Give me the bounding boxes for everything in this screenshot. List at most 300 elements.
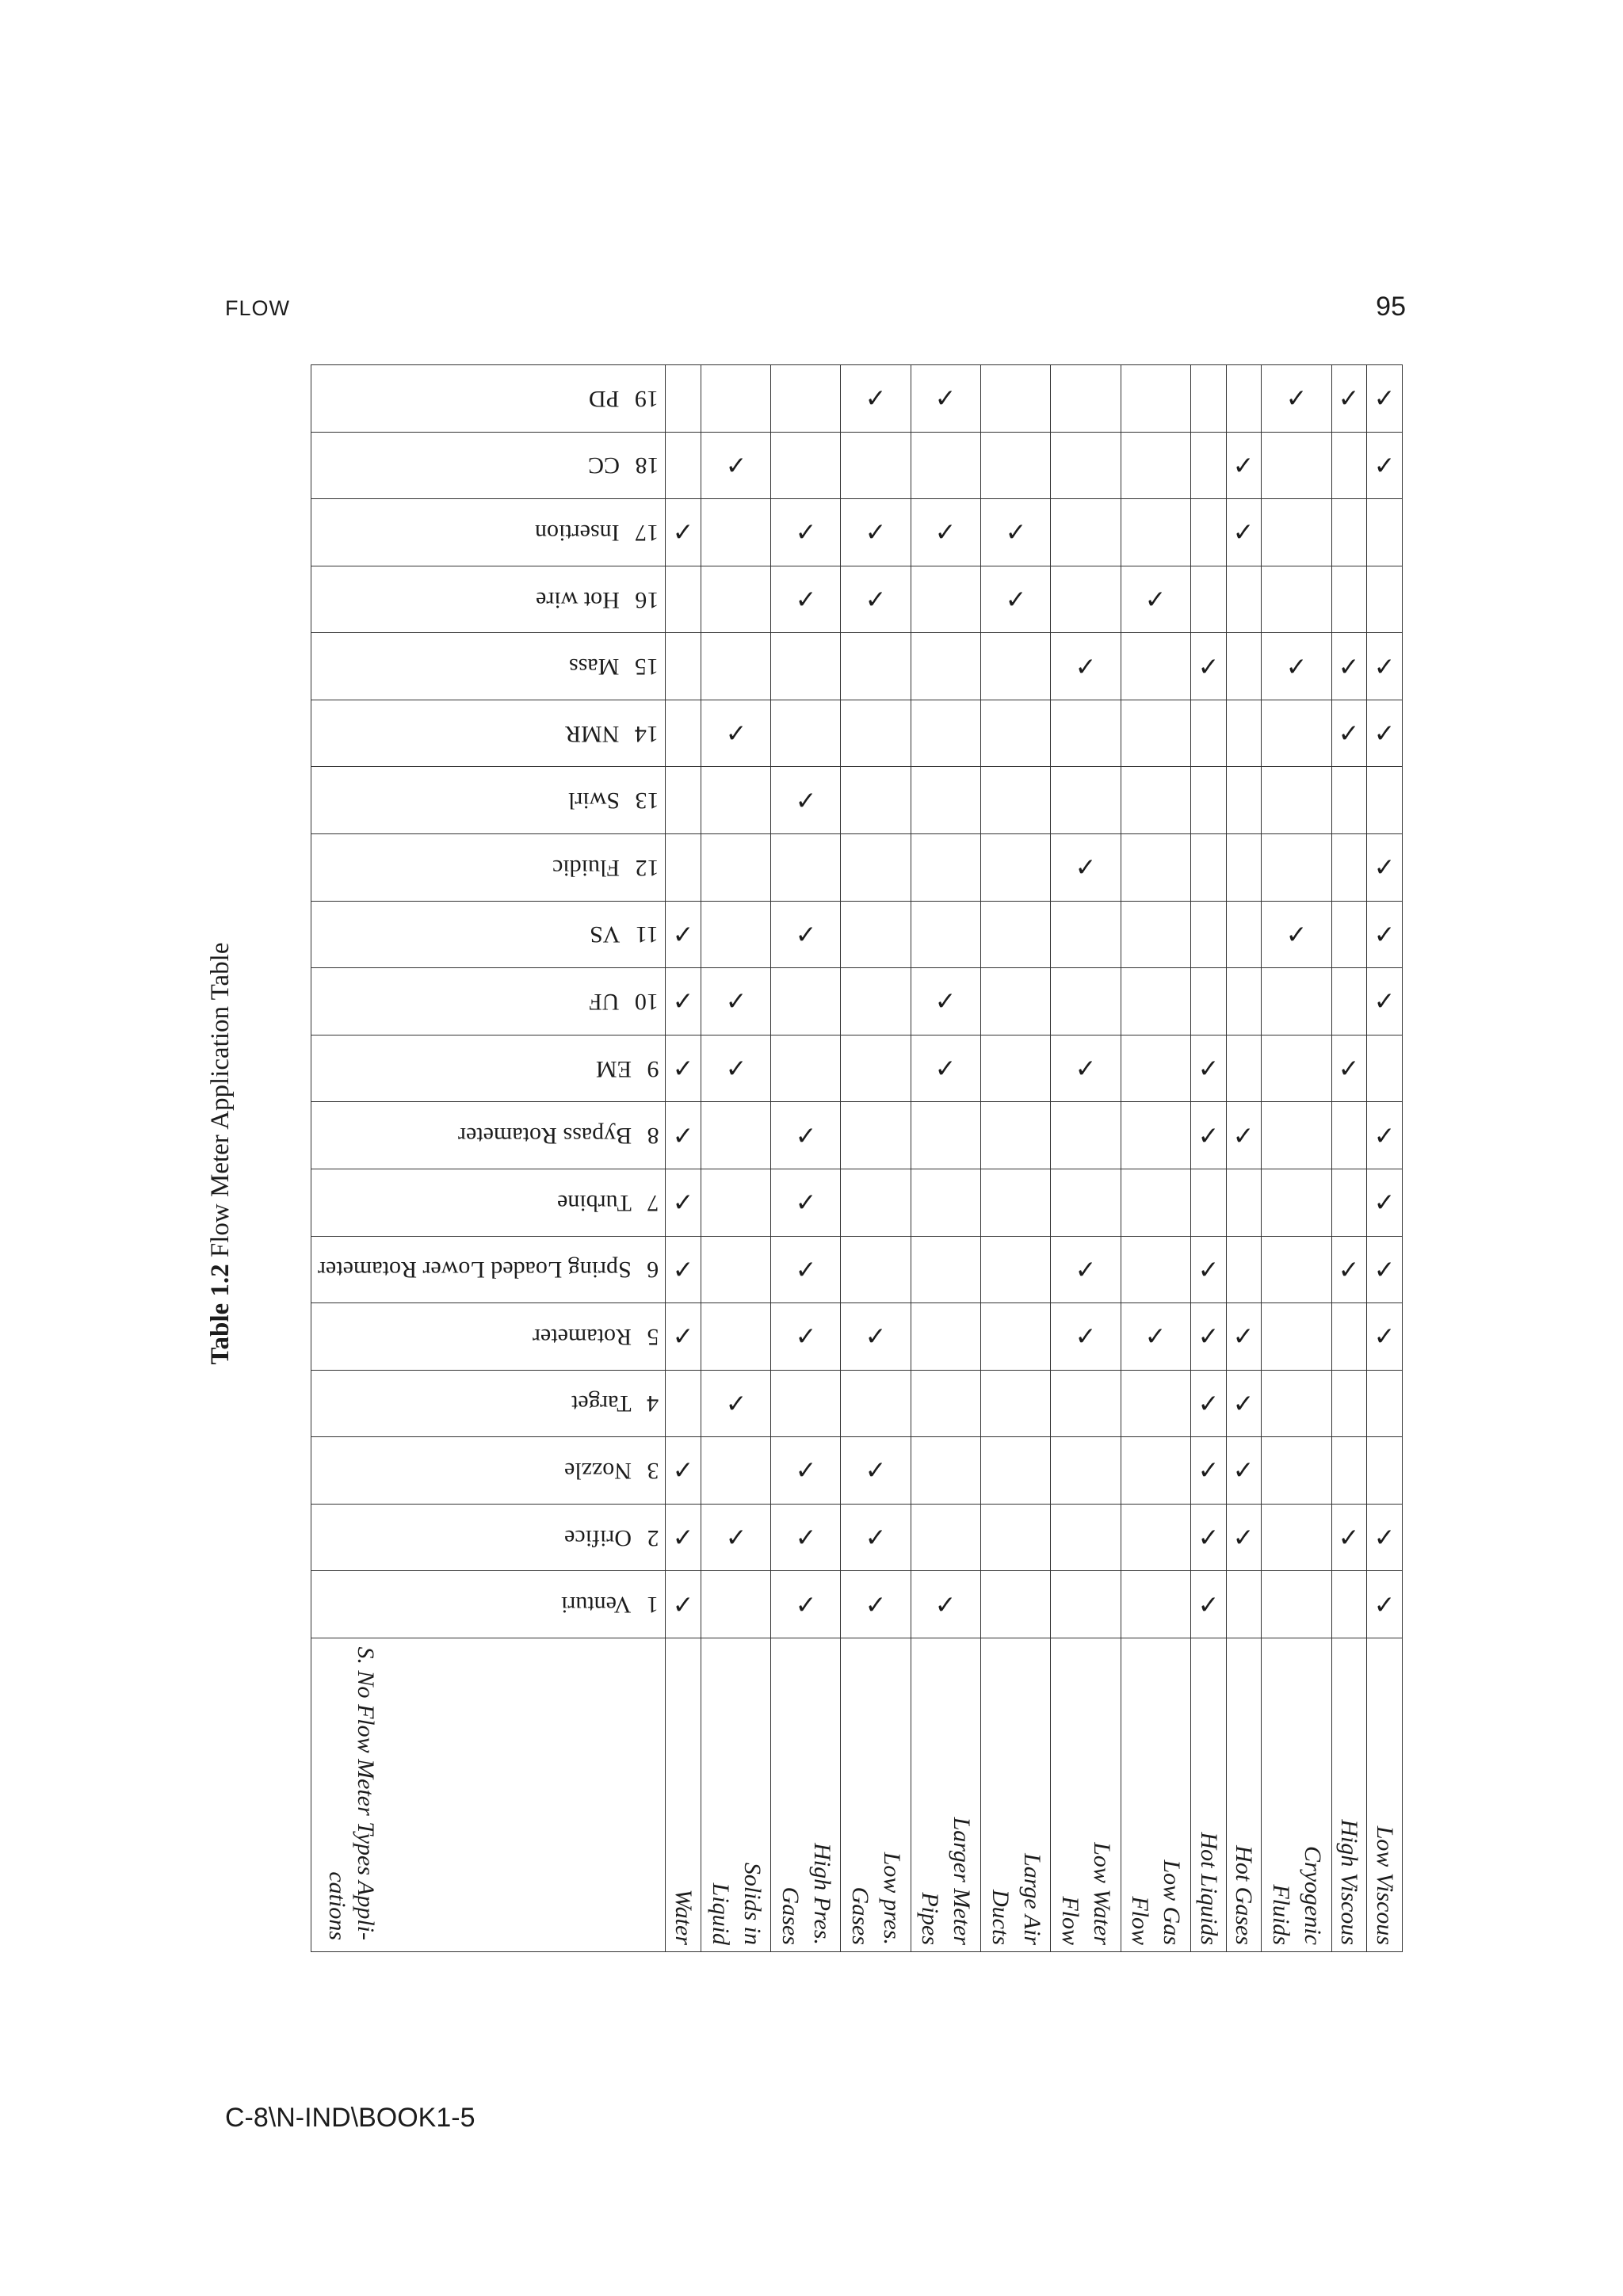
check-mark-icon: ✓ [672, 987, 694, 1016]
check-cell [841, 1236, 911, 1303]
check-cell [981, 968, 1051, 1035]
check-mark-icon: ✓ [1285, 920, 1308, 949]
check-cell [981, 1504, 1051, 1571]
check-cell [1331, 1303, 1367, 1371]
check-cell [1121, 1169, 1190, 1236]
property-label: High Viscous [1336, 1819, 1363, 1945]
check-cell [1331, 1035, 1367, 1102]
check-cell [701, 1504, 770, 1571]
check-cell [1331, 1504, 1367, 1571]
check-cell [981, 1035, 1051, 1102]
check-cell [841, 365, 911, 433]
check-cell [1190, 1437, 1226, 1505]
table-caption-title: Flow Meter Application Table [206, 942, 235, 1258]
property-header [911, 1638, 980, 1952]
check-mark-icon: ✓ [1197, 1121, 1220, 1150]
check-cell [841, 767, 911, 834]
corner-header-text: S. No Flow Meter Types Appli- cations [324, 1646, 379, 1940]
property-label: Hot Gases [1231, 1845, 1258, 1945]
check-cell [1367, 901, 1403, 968]
meter-name: Venturi [561, 1592, 632, 1619]
check-cell [1262, 499, 1331, 566]
check-cell [981, 566, 1051, 633]
check-cell [1331, 432, 1367, 499]
check-cell [1331, 1236, 1367, 1303]
meter-header-17 [311, 499, 666, 566]
check-cell [1226, 700, 1262, 767]
check-cell [1051, 700, 1121, 767]
property-label: High Pres. Gases [777, 1843, 835, 1945]
check-cell [701, 767, 770, 834]
check-mark-icon: ✓ [1233, 1389, 1254, 1418]
check-mark-icon: ✓ [1373, 719, 1396, 748]
check-cell [1226, 499, 1262, 566]
check-cell [1226, 834, 1262, 902]
check-cell [1367, 834, 1403, 902]
table-row [1367, 365, 1403, 1952]
check-cell [1367, 633, 1403, 700]
check-mark-icon: ✓ [1373, 652, 1396, 681]
check-cell [1190, 1504, 1226, 1571]
check-mark-icon: ✓ [934, 987, 957, 1016]
check-cell [701, 1035, 770, 1102]
check-cell [1121, 365, 1190, 433]
property-header [841, 1638, 911, 1952]
check-cell [1121, 566, 1190, 633]
meter-number: 3 [647, 1458, 659, 1485]
check-cell [1121, 1571, 1190, 1638]
table-row [1121, 365, 1190, 1952]
check-cell [666, 767, 701, 834]
check-mark-icon: ✓ [725, 719, 747, 748]
check-cell [1121, 432, 1190, 499]
rotated-table-frame [311, 364, 1403, 1952]
check-cell [666, 1370, 701, 1437]
check-cell [981, 499, 1051, 566]
check-cell [701, 499, 770, 566]
check-cell [1121, 499, 1190, 566]
meter-header-15 [311, 633, 666, 700]
check-cell [911, 499, 980, 566]
check-cell [771, 432, 841, 499]
check-mark-icon: ✓ [1233, 1456, 1254, 1486]
check-mark-icon: ✓ [1197, 1054, 1220, 1083]
check-cell [841, 499, 911, 566]
meter-name: CC [587, 452, 620, 479]
check-cell [701, 1169, 770, 1236]
check-cell [666, 901, 701, 968]
check-cell [911, 365, 980, 433]
check-cell [701, 566, 770, 633]
check-cell [911, 1504, 980, 1571]
check-mark-icon: ✓ [1338, 383, 1360, 413]
check-mark-icon: ✓ [795, 517, 817, 547]
check-mark-icon: ✓ [1233, 1523, 1254, 1552]
property-header [1190, 1638, 1226, 1952]
check-cell [701, 700, 770, 767]
check-cell [1226, 1169, 1262, 1236]
meter-header-7 [311, 1169, 666, 1236]
meter-name: Turbine [556, 1189, 632, 1216]
page-footer: C-8\N-IND\BOOK1-5 [225, 2103, 475, 2133]
check-cell [701, 633, 770, 700]
table-row [771, 365, 841, 1952]
check-mark-icon: ✓ [725, 451, 747, 480]
check-cell [771, 968, 841, 1035]
check-mark-icon: ✓ [1373, 451, 1396, 480]
check-cell [1226, 1571, 1262, 1638]
check-mark-icon: ✓ [795, 786, 817, 815]
meter-number: 7 [647, 1189, 659, 1216]
check-mark-icon: ✓ [934, 383, 957, 413]
property-label: Solids in Liquid [707, 1862, 766, 1945]
page-number: 95 [1376, 292, 1406, 322]
check-mark-icon: ✓ [1005, 585, 1027, 614]
check-cell [701, 1571, 770, 1638]
meter-name: Swirl [567, 788, 620, 814]
check-mark-icon: ✓ [865, 1456, 887, 1486]
check-mark-icon: ✓ [672, 1322, 694, 1351]
check-cell [1331, 1437, 1367, 1505]
check-cell [1367, 499, 1403, 566]
check-cell [1051, 767, 1121, 834]
meter-number: 10 [635, 989, 659, 1016]
check-cell [771, 1035, 841, 1102]
check-cell [1262, 1370, 1331, 1437]
check-cell [666, 633, 701, 700]
check-cell [1051, 1370, 1121, 1437]
check-mark-icon: ✓ [672, 1255, 694, 1284]
check-cell [1367, 1504, 1403, 1571]
check-cell [666, 1437, 701, 1505]
meter-name: VS [590, 921, 621, 948]
meter-number: 4 [647, 1390, 659, 1417]
check-mark-icon: ✓ [1197, 1590, 1220, 1619]
check-cell [666, 834, 701, 902]
check-mark-icon: ✓ [1373, 1121, 1396, 1150]
check-cell [1262, 1035, 1331, 1102]
check-cell [1121, 633, 1190, 700]
check-mark-icon: ✓ [1285, 383, 1308, 413]
check-cell [1262, 566, 1331, 633]
check-cell [841, 834, 911, 902]
check-mark-icon: ✓ [1373, 852, 1396, 882]
meter-number: 19 [635, 385, 659, 412]
check-mark-icon: ✓ [865, 517, 887, 547]
check-cell [666, 1504, 701, 1571]
check-cell [771, 1236, 841, 1303]
check-mark-icon: ✓ [1373, 987, 1396, 1016]
check-mark-icon: ✓ [795, 1456, 817, 1486]
check-mark-icon: ✓ [1197, 1255, 1220, 1284]
check-cell [1367, 968, 1403, 1035]
meter-number: 14 [635, 720, 659, 747]
meter-name: Hot wire [535, 586, 620, 613]
check-cell [1051, 968, 1121, 1035]
check-cell [981, 901, 1051, 968]
check-cell [1367, 1571, 1403, 1638]
property-header [1262, 1638, 1331, 1952]
check-cell [1262, 432, 1331, 499]
check-cell [1331, 700, 1367, 767]
table-row [911, 365, 980, 1952]
check-cell [911, 1437, 980, 1505]
meter-header-14 [311, 700, 666, 767]
check-cell [1226, 633, 1262, 700]
check-cell [1051, 834, 1121, 902]
table-row [1331, 365, 1367, 1952]
check-mark-icon: ✓ [672, 1188, 694, 1217]
check-cell [701, 365, 770, 433]
table-row [666, 365, 701, 1952]
check-mark-icon: ✓ [672, 920, 694, 949]
check-cell [1367, 1169, 1403, 1236]
meter-number: 9 [647, 1055, 659, 1082]
check-cell [1051, 1169, 1121, 1236]
check-cell [1262, 1169, 1331, 1236]
check-mark-icon: ✓ [1338, 719, 1360, 748]
check-cell [1262, 1571, 1331, 1638]
check-cell [701, 1370, 770, 1437]
table-caption [200, 757, 241, 1550]
check-cell [1226, 1303, 1262, 1371]
property-header [701, 1638, 770, 1952]
check-cell [1121, 1035, 1190, 1102]
check-cell [1190, 1571, 1226, 1638]
meter-header-5 [311, 1303, 666, 1371]
property-label: Large Air Ducts [987, 1853, 1045, 1945]
check-cell [1121, 1504, 1190, 1571]
check-mark-icon: ✓ [1373, 1523, 1396, 1552]
check-cell [1367, 1236, 1403, 1303]
table-row [1262, 365, 1331, 1952]
check-cell [771, 1437, 841, 1505]
check-cell [1226, 1102, 1262, 1169]
meter-number: 15 [635, 654, 659, 681]
meter-name: Nozzle [563, 1458, 632, 1485]
check-mark-icon: ✓ [795, 1590, 817, 1619]
check-cell [981, 1370, 1051, 1437]
check-cell [1051, 365, 1121, 433]
check-mark-icon: ✓ [1338, 1054, 1360, 1083]
check-cell [841, 700, 911, 767]
meter-header-18 [311, 432, 666, 499]
check-cell [1226, 365, 1262, 433]
check-cell [771, 365, 841, 433]
meter-number: 8 [647, 1123, 659, 1150]
check-mark-icon: ✓ [1197, 1322, 1220, 1351]
check-mark-icon: ✓ [1144, 1322, 1167, 1351]
check-cell [1262, 968, 1331, 1035]
check-cell [981, 834, 1051, 902]
check-mark-icon: ✓ [672, 1523, 694, 1552]
check-cell [1190, 968, 1226, 1035]
property-header [1367, 1638, 1403, 1952]
property-header [1331, 1638, 1367, 1952]
check-mark-icon: ✓ [1373, 1322, 1396, 1351]
property-label: Cryogenic Fluids [1267, 1846, 1326, 1945]
check-cell [1226, 1236, 1262, 1303]
check-cell [1331, 365, 1367, 433]
check-cell [1190, 834, 1226, 902]
table-row [701, 365, 770, 1952]
check-cell [1262, 1102, 1331, 1169]
check-cell [911, 566, 980, 633]
property-label: Water [670, 1889, 697, 1945]
check-cell [1051, 432, 1121, 499]
check-cell [1190, 1236, 1226, 1303]
property-header [1121, 1638, 1190, 1952]
check-mark-icon: ✓ [725, 1054, 747, 1083]
check-mark-icon: ✓ [1338, 1523, 1360, 1552]
check-mark-icon: ✓ [1373, 383, 1396, 413]
check-cell [1367, 365, 1403, 433]
check-mark-icon: ✓ [1075, 652, 1097, 681]
check-cell [1262, 1303, 1331, 1371]
check-cell [1051, 499, 1121, 566]
check-cell [1226, 1370, 1262, 1437]
check-cell [1367, 1102, 1403, 1169]
running-head: FLOW [225, 296, 290, 320]
check-cell [1190, 700, 1226, 767]
check-mark-icon: ✓ [1338, 652, 1360, 681]
check-cell [771, 834, 841, 902]
check-mark-icon: ✓ [795, 920, 817, 949]
property-header [771, 1638, 841, 1952]
check-cell [1226, 1437, 1262, 1505]
check-mark-icon: ✓ [795, 1121, 817, 1150]
check-cell [1190, 365, 1226, 433]
check-mark-icon: ✓ [1197, 652, 1220, 681]
check-mark-icon: ✓ [865, 1322, 887, 1351]
check-cell [841, 968, 911, 1035]
check-cell [1051, 901, 1121, 968]
table-row [981, 365, 1051, 1952]
check-cell [771, 767, 841, 834]
check-cell [1367, 1303, 1403, 1371]
check-cell [911, 1169, 980, 1236]
check-cell [911, 968, 980, 1035]
check-cell [771, 1504, 841, 1571]
check-cell [841, 1437, 911, 1505]
check-cell [911, 1102, 980, 1169]
check-mark-icon: ✓ [1197, 1389, 1220, 1418]
check-cell [666, 1236, 701, 1303]
table-caption-label: Table 1.2 [206, 1264, 235, 1365]
check-cell [1262, 700, 1331, 767]
check-cell [1262, 834, 1331, 902]
check-cell [1331, 633, 1367, 700]
check-cell [771, 566, 841, 633]
check-cell [911, 1303, 980, 1371]
property-label: Hot Liquids [1195, 1832, 1222, 1945]
check-cell [666, 566, 701, 633]
check-mark-icon: ✓ [1373, 1590, 1396, 1619]
check-cell [841, 1102, 911, 1169]
check-cell [1121, 968, 1190, 1035]
check-cell [1051, 1303, 1121, 1371]
check-cell [1121, 1437, 1190, 1505]
check-cell [1190, 1035, 1226, 1102]
check-mark-icon: ✓ [1285, 652, 1308, 681]
check-mark-icon: ✓ [1233, 517, 1254, 547]
check-cell [981, 1303, 1051, 1371]
check-mark-icon: ✓ [1075, 1255, 1097, 1284]
property-label: Low Gas Flow [1127, 1859, 1186, 1945]
property-header [666, 1638, 701, 1952]
check-cell [1262, 365, 1331, 433]
check-mark-icon: ✓ [934, 1054, 957, 1083]
check-cell [1051, 633, 1121, 700]
check-cell [1051, 1571, 1121, 1638]
check-mark-icon: ✓ [1373, 1188, 1396, 1217]
check-cell [841, 1035, 911, 1102]
table-row [841, 365, 911, 1952]
check-cell [1226, 968, 1262, 1035]
check-cell [771, 633, 841, 700]
meter-name: NMR [565, 720, 620, 747]
meter-name: PD [589, 385, 620, 412]
meter-number: 11 [636, 921, 659, 948]
check-mark-icon: ✓ [672, 1590, 694, 1619]
check-cell [1262, 1437, 1331, 1505]
check-cell [771, 1102, 841, 1169]
check-cell [1331, 901, 1367, 968]
check-cell [1226, 901, 1262, 968]
check-cell [981, 767, 1051, 834]
check-cell [701, 1303, 770, 1371]
check-cell [666, 968, 701, 1035]
check-cell [771, 901, 841, 968]
check-cell [1051, 1035, 1121, 1102]
check-cell [911, 1035, 980, 1102]
check-cell [1190, 432, 1226, 499]
meter-name: Target [571, 1390, 632, 1417]
check-cell [1051, 566, 1121, 633]
check-cell [1331, 1102, 1367, 1169]
meter-header-12 [311, 834, 666, 902]
meter-header-11 [311, 901, 666, 968]
meter-number: 12 [635, 854, 659, 881]
check-cell [981, 1571, 1051, 1638]
check-cell [771, 499, 841, 566]
meter-header-13 [311, 767, 666, 834]
meter-name: Mass [569, 654, 620, 681]
check-mark-icon: ✓ [1005, 517, 1027, 547]
check-mark-icon: ✓ [1197, 1456, 1220, 1486]
check-mark-icon: ✓ [1144, 585, 1167, 614]
check-cell [841, 1370, 911, 1437]
check-cell [841, 1504, 911, 1571]
check-cell [1226, 1035, 1262, 1102]
check-cell [981, 1437, 1051, 1505]
check-cell [911, 1236, 980, 1303]
meter-number: 16 [635, 586, 659, 613]
check-cell [1190, 1370, 1226, 1437]
check-mark-icon: ✓ [725, 987, 747, 1016]
check-mark-icon: ✓ [795, 1322, 817, 1351]
check-cell [1051, 1102, 1121, 1169]
table-row [1051, 365, 1121, 1952]
check-cell [1121, 767, 1190, 834]
check-cell [1190, 1169, 1226, 1236]
meter-header-8 [311, 1102, 666, 1169]
corner-header [311, 1638, 666, 1952]
check-mark-icon: ✓ [725, 1523, 747, 1552]
check-cell [1051, 1437, 1121, 1505]
check-mark-icon: ✓ [865, 585, 887, 614]
check-cell [666, 1035, 701, 1102]
